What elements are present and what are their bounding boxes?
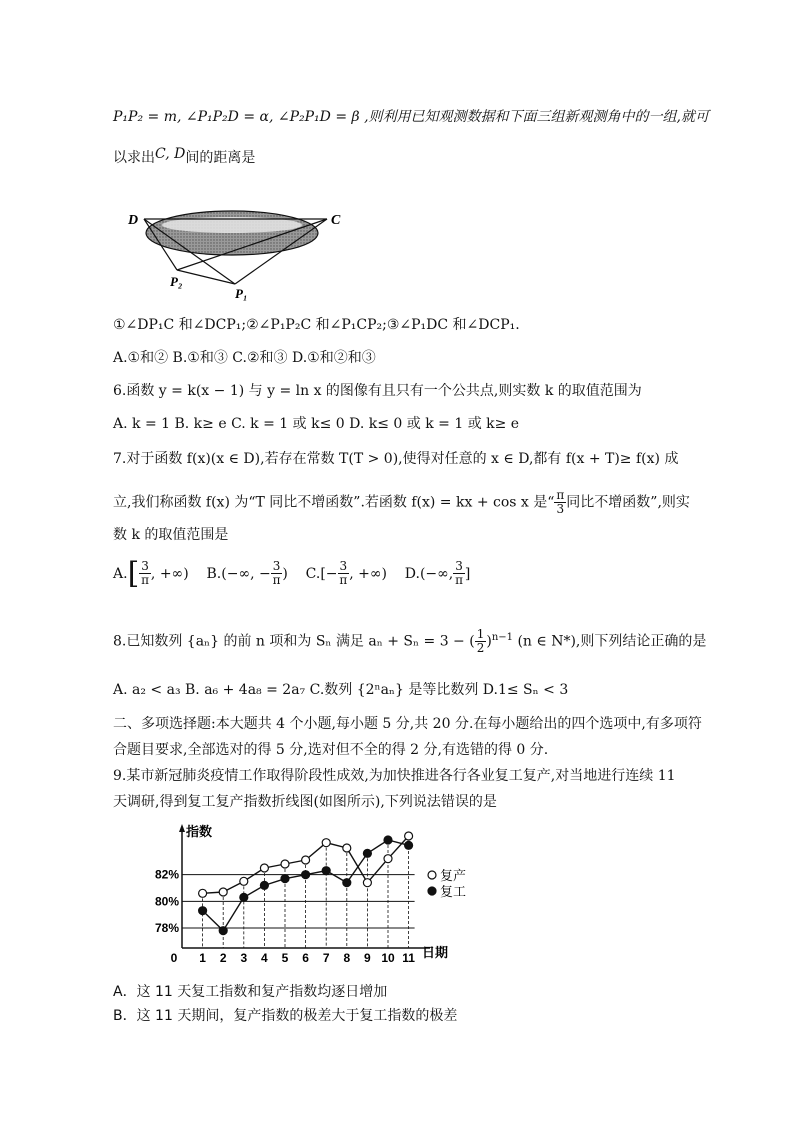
q6-stem: 6.函数 y = k(x − 1) 与 y = ln x 的图像有且只有一个公共点,则实数 k 的取值范围为 [113,383,642,399]
fugong-point [260,881,268,889]
fuchan-point [260,864,268,872]
y-tick-label: 82% [154,867,179,882]
fugong-point [343,879,351,887]
q8-stem: 8.已知数列 {aₙ} 的前 n 项和为 Sₙ 满足 aₙ + Sₙ = 3 − ( $\frac{1}{2}$ )$^{n-1}$ (n ∈ N*),则下列结论正确的是 [113,627,707,656]
q7-stem1: 7.对于函数 f(x)(x ∈ D),若存在常数 T(T > 0),使得对任意的 x ∈ D,都有 f(x + T)≥ f(x) 成 [113,451,679,467]
q8-options: A. a₂ < a₃ B. a₆ + 4a₈ = 2a₇ C.数列 {2ⁿaₙ} 是等比数列 D.1≤ Sₙ < 3 [113,682,569,698]
x-tick-label: 11 [402,951,415,965]
q7-options [113,555,471,594]
chart-legend [428,868,466,900]
q7-optA-label: A. [113,565,128,582]
fugong-point [405,841,413,849]
q7-stem3: 数 k 的取值范围是 [113,527,229,543]
q9-optA: A．这 11 天复工指数和复产指数均逐日增加 [113,984,388,1000]
label-P1: P₁ [235,286,248,301]
q7-optB-num: 3 [272,559,281,573]
q7-optC-body: [− [320,565,338,582]
q7-optA-frac [139,560,151,587]
fugong-point [281,875,289,883]
x-tick-label: 6 [302,951,309,965]
q6-options: A. k = 1 B. k≥ e C. k = 1 或 k≤ 0 D. k≤ 0 或 k = 1 或 k≥ e [113,416,520,432]
q7-optD-tail: ] [464,565,471,582]
legend-marker [428,871,436,879]
q5-line2-math: C, D [155,146,186,162]
q8-half-num: 1 [476,627,485,642]
q7-stem2 [113,489,690,516]
q7-optD-body: (−∞, [419,565,454,582]
label-C: C [331,213,341,228]
q7-optA-open: [ [127,555,140,591]
q8-exponent: n−1 [491,632,514,643]
fugong-point [199,907,207,915]
section2-line1: 二、多项选择题:本大题共 4 个小题,每小题 5 分,共 20 分.在每小题给出的四个选项中,有多项符 [113,716,702,732]
q5-line1: P₁P₂ = m, ∠P₁P₂D = α, ∠P₂P₁D = β ,则利用已知观测数据和下面三组新观测角中的一组,就可 [113,109,709,125]
legend-marker [428,887,436,895]
fuchan-point [384,855,392,863]
q8-half [475,628,487,655]
q7-optB-tail: ) [282,565,288,582]
q9-stem2: 天调研,得到复工复产指数折线图(如图所示),下列说法错误的是 [113,794,497,810]
fuchan-point [240,877,248,885]
q7-optC-den: π [339,573,348,587]
q7-stem2-a: 立,我们称函数 f(x) 为“T 同比不增函数”.若函数 f(x) = kx + cos x 是“ [113,494,555,511]
x-tick-label: 0 [170,951,178,965]
x-tick-label: 7 [322,951,330,965]
line-P2P1 [177,270,235,284]
q5-choices: ①∠DP₁C 和∠DCP₁;②∠P₁P₂C 和∠P₁CP₂;③∠P₁DC 和∠DCP₁. [113,317,520,333]
x-tick-label: 8 [343,951,351,965]
q7-stem2-b: 同比不增函数”,则实 [566,494,690,511]
q7-optD-den: π [455,573,464,587]
index-line-chart [154,820,467,965]
q8-stem-b: (n ∈ N*),则下列结论正确的是 [517,633,707,650]
label-P2: P₂ [170,274,183,289]
series-line-fuchan [203,836,409,893]
q7-optB [206,559,288,587]
q5-line2 [113,148,255,168]
q7-optA-num: 3 [141,559,149,573]
fugong-point [302,871,310,879]
y-axis-label: 指数 [186,824,213,839]
x-tick-label: 9 [364,951,371,965]
fugong-point [219,927,227,935]
q7-optA-den: π [141,573,150,587]
legend-label: 复工 [440,885,467,900]
fuchan-point [322,839,330,847]
q7-optC-frac [338,560,350,587]
q7-optC-tail: , +∞) [349,565,387,582]
x-ticks [171,951,416,965]
q7-optD-label: D. [404,565,420,582]
fuchan-point [405,832,413,840]
fugong-point [240,893,248,901]
x-tick-label: 4 [261,951,268,965]
q9-optB: B．这 11 天期间，复产指数的极差大于复工指数的极差 [113,1008,458,1024]
x-tick-label: 2 [219,951,227,965]
q8-stem-a: 8.已知数列 {aₙ} 的前 n 项和为 Sₙ 满足 aₙ + Sₙ = 3 − [113,633,465,650]
fugong-point [322,867,330,875]
q7-optD [404,559,471,587]
q7-optC-label: C. [305,565,321,582]
q7-optA [113,555,189,591]
fuchan-point [199,889,207,897]
survey-figure [120,200,350,305]
q8-half-den: 2 [476,641,485,656]
y-axis-arrow [179,824,185,832]
fuchan-point [281,860,289,868]
q7-optC [305,559,387,587]
label-D: D [128,213,139,228]
x-axis-label: 日期 [422,945,449,960]
q5-options: A.①和② B.①和③ C.②和③ D.①和②和③ [113,350,376,366]
legend-label: 复产 [440,869,467,884]
fuchan-point [363,879,371,887]
q7-optD-num: 3 [455,559,463,573]
q7-optB-frac [271,560,283,587]
q7-pi-over-3 [554,489,566,516]
q5-line2-prefix: 以求出 [113,150,155,166]
q7-optD-frac [453,560,465,587]
y-ticks [155,868,179,935]
q5-line2-suffix: 间的距离是 [185,150,256,166]
q7-optB-label: B. [206,565,222,582]
x-tick-label: 5 [281,951,289,965]
q7-optB-den: π [272,573,281,587]
x-tick-label: 10 [381,951,395,965]
fugong-point [363,849,371,857]
q7-optA-tail: , +∞) [150,565,189,582]
q7-frac-num: π [556,488,565,502]
q7-frac-den: 3 [556,502,565,516]
fugong-point [384,836,392,844]
section2-line2: 合题目要求,全部选对的得 5 分,选对但不全的得 2 分,有选错的得 0 分. [113,742,549,758]
fuchan-point [343,844,351,852]
q9-stem1: 9.某市新冠肺炎疫情工作取得阶段性成效,为加快推进各行各业复工复产,对当地进行连续 11 [113,768,676,784]
fuchan-point [302,856,310,864]
fuchan-point [219,888,227,896]
y-tick-label: 80% [154,894,179,909]
y-tick-label: 78% [154,921,179,935]
q7-optB-body: (−∞, − [221,565,271,582]
q7-optC-num: 3 [339,559,348,573]
x-tick-label: 3 [240,951,248,965]
x-tick-label: 1 [199,951,206,965]
